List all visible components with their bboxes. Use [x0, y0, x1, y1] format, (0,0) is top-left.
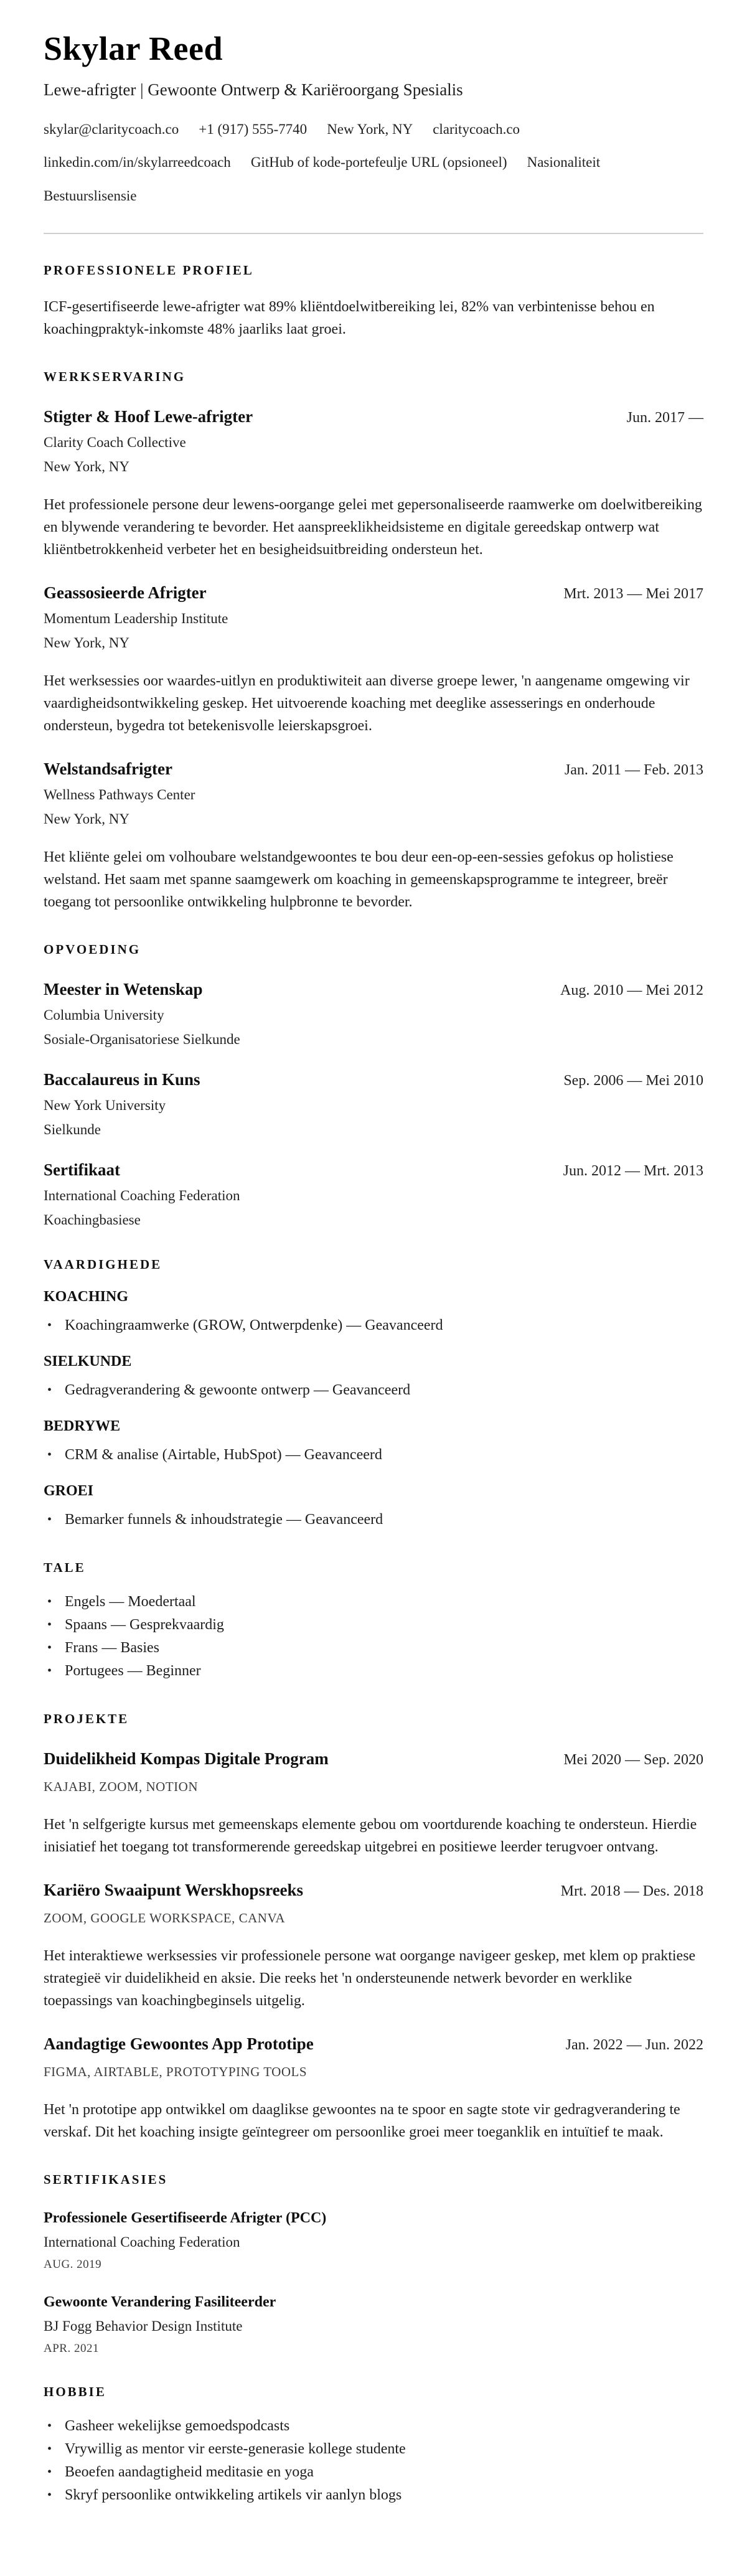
job-description: Het werksessies oor waardes-uitlyn en produktiwiteit aan diverse groepe lewer, 'n aangename omgewing vir vaardigheidsontwikkeling geskep. Het uitvoerende koaching met deeglike assesserings en onderhoude ondersteun, bygedra tot betekenisvolle leierskapsgroei.: [44, 672, 690, 734]
job-company: Wellness Pathways Center: [44, 786, 195, 802]
section-heading-languages: TALE: [44, 1559, 86, 1575]
resume-header: [44, 31, 703, 205]
skill-item: • Bemarker funnels & inhoudstrategie — Geavanceerd: [44, 1508, 703, 1531]
education-field: Sosiale-Organisatoriese Sielkunde: [44, 1031, 240, 1047]
education-header: [44, 1070, 703, 1089]
skill-group: [44, 1289, 703, 1337]
project-date: Mei 2020 — Sep. 2020: [563, 1751, 703, 1768]
project-tools: ZOOM, GOOGLE WORKSPACE, CANVA: [44, 1910, 286, 1925]
certification-date: AUG. 2019: [44, 2257, 102, 2271]
section-certifications: [44, 2172, 703, 2356]
certification-entry: [44, 2210, 703, 2272]
project-entry: [44, 1749, 703, 1858]
project-description: Het interaktiewe werksessies vir professionele persone wat oorgange navigeer geskep, met klem op praktiese strategieë vir duidelikheid en aksie. Die reeks het 'n ondersteunende netwerk bevorder en werklike toepassings van koachingbeginsels uitgelig.: [44, 1947, 696, 2009]
skill-item: • Gedragverandering & gewoonte ontwerp — Geavanceerd: [44, 1379, 703, 1402]
job-entry: [44, 407, 703, 561]
hobby-item: • Gasheer wekelijkse gemoedspodcasts: [44, 2415, 703, 2438]
skill-group-title: SIELKUNDE: [44, 1353, 132, 1370]
contact-linkedin: linkedin.com/in/skylarreedcoach: [44, 154, 231, 171]
job-description: Het professionele persone deur lewens-oorgange gelei met gepersonaliseerde raamwerke om doelwitbereiking en blywende verandering te bevorder. Het aanspreeklikheidsisteme en digitale gereedskap ontwerp wat kliëntbetrokkenheid verbeter het en besigheidsuitbreiding ondersteun het.: [44, 496, 702, 558]
language-list: [44, 1591, 703, 1683]
education-school: New York University: [44, 1097, 166, 1113]
education-school: Columbia University: [44, 1007, 164, 1023]
contact-drivers-license: Bestuurslisensie: [44, 188, 137, 204]
education-entry: [44, 1160, 703, 1228]
skill-group-title: GROEI: [44, 1482, 94, 1499]
contact-github-placeholder: GitHub of kode-portefeulje URL (opsioneel): [250, 154, 507, 171]
education-date: Sep. 2006 — Mei 2010: [563, 1072, 703, 1089]
project-date: Mrt. 2018 — Des. 2018: [560, 1883, 703, 1899]
job-location: New York, NY: [44, 811, 130, 827]
person-headline: Lewe-afrigter | Gewoonte Ontwerp & Kariëroorgang Spesialis: [44, 80, 463, 99]
certification-title: Professionele Gesertifiseerde Afrigter (PCC): [44, 2209, 327, 2226]
section-heading-profile: PROFESSIONELE PROFIEL: [44, 262, 254, 278]
skill-list: [44, 1314, 703, 1337]
skill-group-title: BEDRYWE: [44, 1417, 121, 1434]
job-location: New York, NY: [44, 634, 130, 651]
project-title: Kariëro Swaaipunt Werskhopsreeks: [44, 1880, 304, 1899]
education-entry: [44, 980, 703, 1048]
section-hobbies: [44, 2384, 703, 2507]
section-projects: [44, 1711, 703, 2143]
certification-organization: BJ Fogg Behavior Design Institute: [44, 2318, 243, 2334]
education-school: International Coaching Federation: [44, 1187, 240, 1203]
skill-list: [44, 1379, 703, 1402]
contact-row-2: [44, 154, 703, 172]
education-field: Sielkunde: [44, 1121, 101, 1137]
project-description: Het 'n prototipe app ontwikkel om daaglikse gewoontes na te spoor en sagte stote vir gedragverandering te verskaf. Dit het koaching insigte geïntegreer om persoonlike groei meer toeganklik en intuïtief te maak.: [44, 2101, 680, 2140]
job-description: Het kliënte gelei om volhoubare welstandgewoontes te bou deur een-op-een-sessies gefokus op holistiese welstand. Het saam met spanne saamgewerk om koaching in gemeenskapsprogramme te integreer, breër toegang tot persoonlike ontwikkeling hulpbronne te bevorder.: [44, 848, 674, 910]
project-date: Jan. 2022 — Jun. 2022: [565, 2036, 703, 2053]
person-name: Skylar Reed: [44, 30, 223, 67]
hobby-list: [44, 2415, 703, 2507]
section-heading-experience: WERKSERVARING: [44, 369, 186, 384]
section-profile: [44, 263, 703, 341]
project-tools: FIGMA, AIRTABLE, PROTOTYPING TOOLS: [44, 2064, 308, 2079]
hobby-item: • Beoefen aandagtigheid meditasie en yoga: [44, 2461, 703, 2484]
education-date: Aug. 2010 — Mei 2012: [560, 982, 703, 999]
project-header: [44, 2034, 703, 2054]
job-title: Geassosieerde Afrigter: [44, 583, 207, 602]
certification-title: Gewoonte Verandering Fasiliteerder: [44, 2293, 276, 2310]
skill-group: [44, 1353, 703, 1402]
section-experience: [44, 369, 703, 913]
language-item: • Spaans — Gesprekvaardig: [44, 1614, 703, 1637]
job-title: Welstandsafrigter: [44, 759, 172, 778]
skill-item: • Koachingraamwerke (GROW, Ontwerpdenke) — Geavanceerd: [44, 1314, 703, 1337]
education-degree: Baccalaureus in Kuns: [44, 1069, 200, 1089]
education-header: [44, 980, 703, 999]
contact-website: claritycoach.co: [433, 121, 520, 137]
skill-group: [44, 1483, 703, 1531]
education-header: [44, 1160, 703, 1180]
project-entry: [44, 1881, 703, 2012]
job-entry: [44, 759, 703, 913]
job-title: Stigter & Hoof Lewe-afrigter: [44, 407, 253, 426]
section-heading-projects: PROJEKTE: [44, 1711, 129, 1726]
education-degree: Meester in Wetenskap: [44, 979, 203, 999]
hobby-item: • Vrywillig as mentor vir eerste-generasie kollege studente: [44, 2438, 703, 2461]
job-header: [44, 407, 703, 426]
job-date: Jan. 2011 — Feb. 2013: [564, 761, 703, 778]
project-title: Duidelikheid Kompas Digitale Program: [44, 1749, 329, 1768]
skill-list: [44, 1444, 703, 1467]
section-skills: [44, 1257, 703, 1531]
job-company: Momentum Leadership Institute: [44, 610, 228, 626]
education-entry: [44, 1070, 703, 1138]
job-entry: [44, 583, 703, 737]
education-degree: Sertifikaat: [44, 1160, 120, 1179]
job-date: Jun. 2017 —: [626, 409, 703, 426]
language-item: • Engels — Moedertaal: [44, 1591, 703, 1614]
skill-group: [44, 1418, 703, 1467]
header-divider: [44, 233, 703, 234]
contact-row-1: [44, 121, 703, 139]
contact-phone: +1 (917) 555-7740: [199, 121, 308, 137]
job-date: Mrt. 2013 — Mei 2017: [563, 585, 703, 602]
project-header: [44, 1881, 703, 1900]
section-heading-skills: VAARDIGHEDE: [44, 1256, 162, 1272]
education-date: Jun. 2012 — Mrt. 2013: [563, 1162, 703, 1179]
hobby-item: • Skryf persoonlike ontwikkeling artikels vir aanlyn blogs: [44, 2484, 703, 2507]
skill-list: [44, 1508, 703, 1531]
language-item: • Portugees — Beginner: [44, 1660, 703, 1683]
certification-entry: [44, 2294, 703, 2356]
certification-date: APR. 2021: [44, 2341, 99, 2355]
section-heading-certifications: SERTIFIKASIES: [44, 2171, 168, 2187]
project-description: Het 'n selfgerigte kursus met gemeenskaps elemente gebou om voortdurende koaching te ondersteun. Hierdie inisiatief het toegang tot transformerende gereedskap uitgebrei en positiewe leerder terugvoer ontvang.: [44, 1816, 697, 1855]
section-heading-education: OPVOEDING: [44, 941, 141, 957]
contact-row-3: [44, 187, 703, 205]
job-header: [44, 583, 703, 603]
project-entry: [44, 2034, 703, 2143]
profile-summary: ICF-gesertifiseerde lewe-afrigter wat 89% kliëntdoelwitbereiking lei, 82% van verbintenisse behou en koachingpraktyk-inkomste 48% jaarliks laat groei.: [44, 298, 655, 337]
project-title: Aandagtige Gewoontes App Prototipe: [44, 2034, 314, 2053]
skill-item: • CRM & analise (Airtable, HubSpot) — Geavanceerd: [44, 1444, 703, 1467]
language-item: • Frans — Basies: [44, 1637, 703, 1660]
skill-group-title: KOACHING: [44, 1288, 129, 1305]
section-languages: [44, 1560, 703, 1683]
job-location: New York, NY: [44, 458, 130, 474]
contact-location: New York, NY: [327, 121, 413, 137]
project-header: [44, 1749, 703, 1769]
education-field: Koachingbasiese: [44, 1211, 141, 1228]
certification-organization: International Coaching Federation: [44, 2234, 240, 2250]
contact-nationality: Nasionaliteit: [527, 154, 601, 171]
project-tools: KAJABI, ZOOM, NOTION: [44, 1779, 198, 1794]
section-heading-hobbies: HOBBIE: [44, 2384, 106, 2399]
job-company: Clarity Coach Collective: [44, 434, 186, 450]
section-education: [44, 942, 703, 1228]
job-header: [44, 759, 703, 779]
contact-email: skylar@claritycoach.co: [44, 121, 179, 137]
